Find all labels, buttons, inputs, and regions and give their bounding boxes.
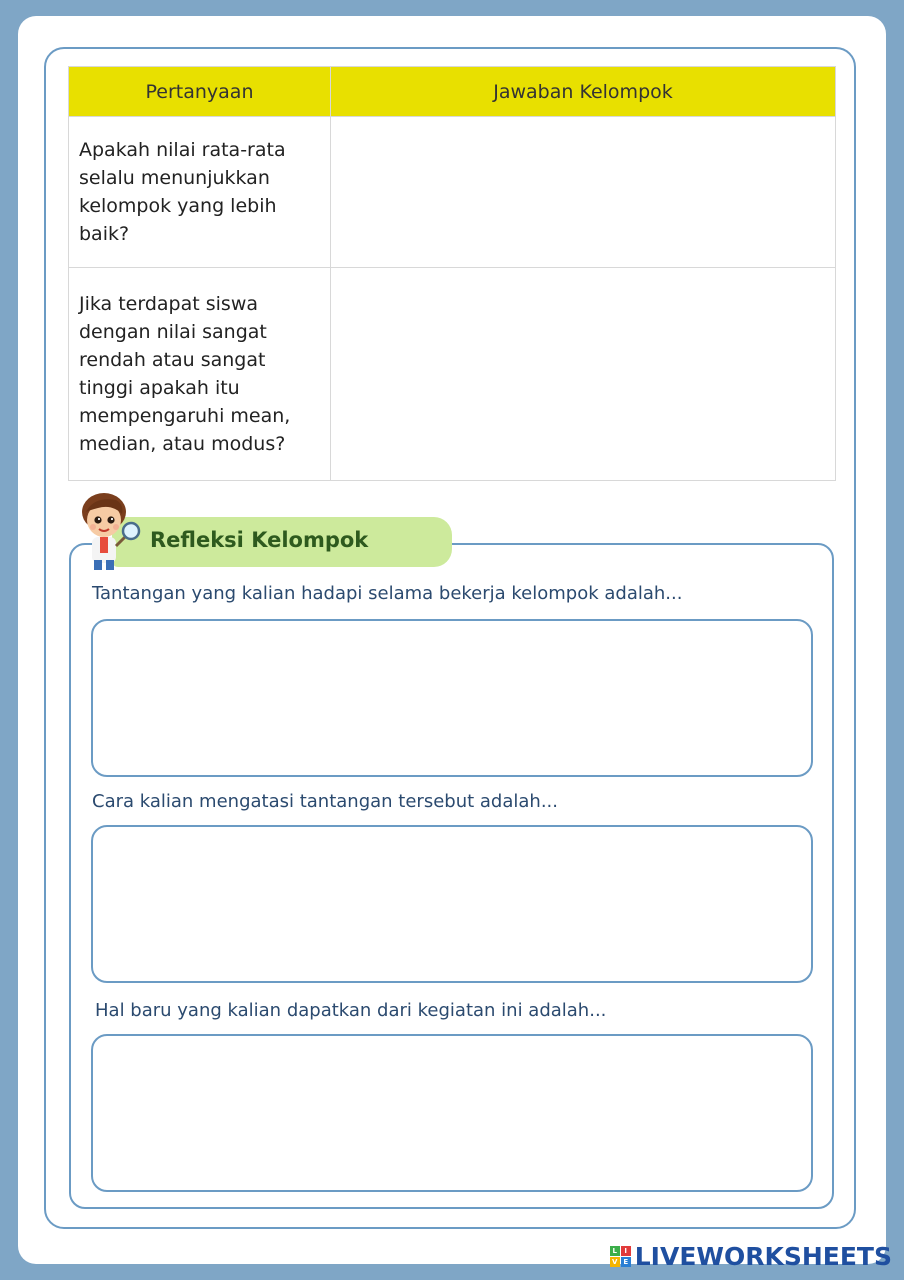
question-cell: Jika terdapat siswa dengan nilai sangat rendah atau sangat tinggi apakah itu mempengaruhi mean, median, atau modus?	[69, 268, 331, 481]
logo-letter: L	[610, 1246, 620, 1256]
liveworksheets-logo-icon	[610, 1246, 631, 1267]
header-question: Pertanyaan	[69, 67, 331, 117]
answer-box-challenges[interactable]	[91, 619, 813, 777]
table-row	[69, 117, 836, 268]
reflection-prompt-challenges: Tantangan yang kalian hadapi selama bekerja kelompok adalah...	[92, 583, 683, 604]
logo-letter: V	[610, 1257, 620, 1267]
logo-letter: I	[621, 1246, 631, 1256]
brand-name: LIVEWORKSHEETS	[634, 1241, 892, 1271]
reflection-prompt-solutions: Cara kalian mengatasi tantangan tersebut adalah...	[92, 791, 558, 812]
logo-letter: E	[621, 1257, 631, 1267]
answer-box-new-learning[interactable]	[91, 1034, 813, 1192]
question-cell: Apakah nilai rata-rata selalu menunjukkan kelompok yang lebih baik?	[69, 117, 331, 268]
answer-cell[interactable]	[331, 117, 836, 268]
reflection-prompt-new-learning: Hal baru yang kalian dapatkan dari kegiatan ini adalah...	[95, 1000, 607, 1021]
answer-box-solutions[interactable]	[91, 825, 813, 983]
question-answer-table	[68, 66, 836, 481]
reflection-title: Refleksi Kelompok	[150, 528, 369, 552]
table-row	[69, 268, 836, 481]
answer-cell[interactable]	[331, 268, 836, 481]
student-magnifier-icon	[72, 490, 144, 572]
liveworksheets-brand	[610, 1242, 892, 1270]
header-answer: Jawaban Kelompok	[331, 67, 836, 117]
